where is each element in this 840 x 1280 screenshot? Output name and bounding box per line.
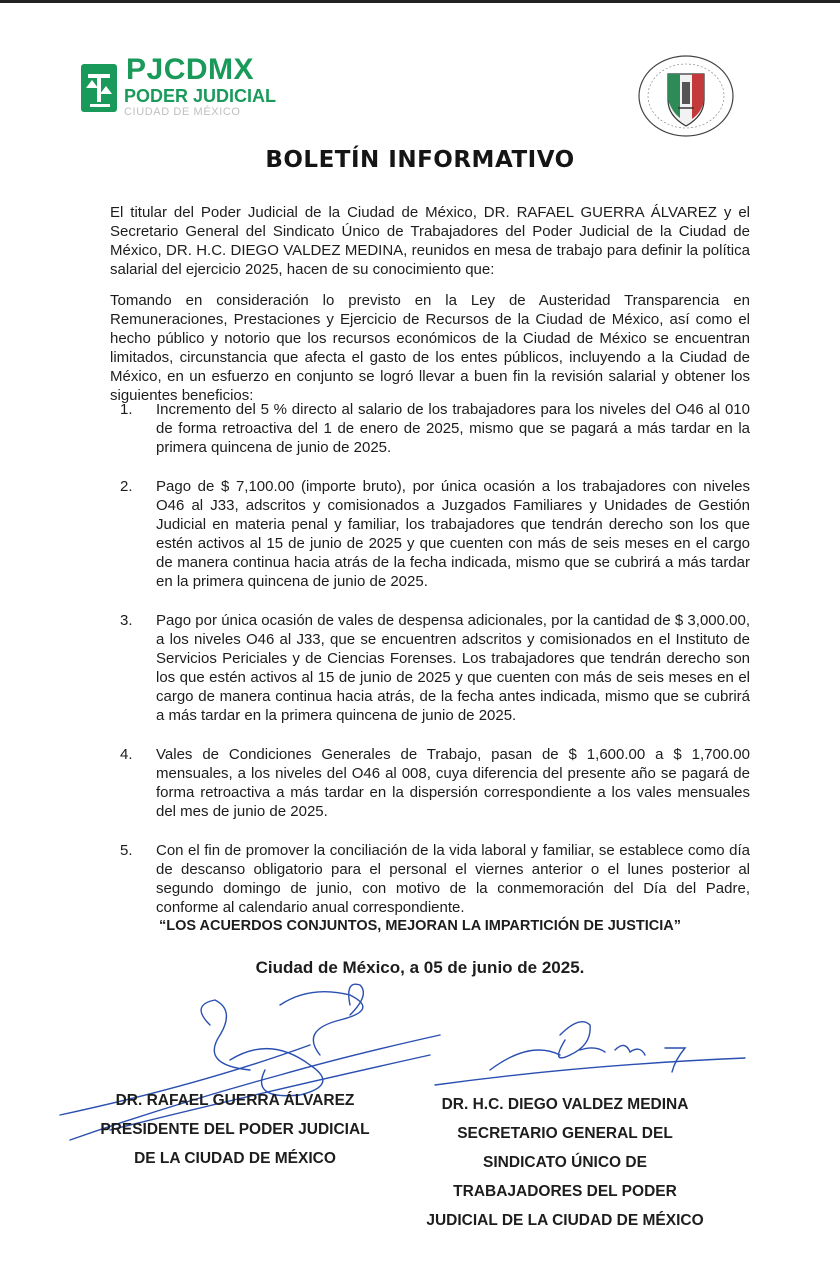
list-item-text: Con el fin de promover la conciliación de la vida laboral y familiar, se establece como día de descanso obligatorio para el personal el viernes anterior o el lunes posterior al segundo domingo de junio, con motivo de la conmemoración del Día del Padre, conforme al calendario anual correspondiente.: [156, 842, 750, 916]
list-item-number: 3.: [120, 612, 133, 629]
list-item: [120, 745, 750, 821]
list-item-text: Pago por única ocasión de vales de despensa adicionales, por la cantidad de $ 3,000.00, a los niveles O46 al J33, que se encuentren adscritos y comisionados en el Instituto de Servicios Periciales y de Ciencias Forenses. Los trabajadores que tendrán derecho son los que estén activos al 15 de junio de 2025 y que cuenten con más de seis meses en el cargo de manera continua hacia atrás, de la fecha antes indicada, mismo que se cubrirá a más tardar en la primera quincena de junio de 2025.: [156, 612, 750, 724]
motto: “LOS ACUERDOS CONJUNTOS, MEJORAN LA IMPARTICIÓN DE JUSTICIA”: [158, 918, 682, 934]
scales-icon: [80, 58, 122, 116]
body-paragraph: Tomando en consideración lo previsto en la Ley de Austeridad Transparencia en Remuneraciones, Prestaciones y Ejercicio de Recursos de la Ciudad de México, así como el hecho público y notorio que los recursos económicos de la Ciudad de México se encuentran limitados, circunstancia que afecta el gasto de los entes públicos, incluyendo a la Ciudad de México, en un esfuerzo en conjunto se logró llevar a buen fin la revisión salarial y obtener los siguientes beneficios:: [110, 292, 750, 404]
signatory-title: JUDICIAL DE LA CIUDAD DE MÉXICO: [426, 1212, 704, 1229]
list-item: [120, 841, 750, 917]
list-item-number: 2.: [120, 478, 133, 495]
logo-title: PJCDMX: [126, 53, 255, 86]
union-seal-icon: [636, 54, 736, 138]
signatory-title: TRABAJADORES DEL PODER: [453, 1183, 677, 1200]
signature-left: [70, 1086, 400, 1173]
signatory-name: DR. H.C. DIEGO VALDEZ MEDINA: [441, 1096, 689, 1113]
list-item-text: Vales de Condiciones Generales de Trabajo, pasan de $ 1,600.00 a $ 1,700.00 mensuales, a los niveles del O46 al 008, cuya diferencia del presente año se pagará de forma retroactiva a más tardar en la dispersión correspondiente a los vales mensuales del mes de junio de 2025.: [156, 746, 750, 820]
logo-subtitle-secondary: CIUDAD DE MÉXICO: [124, 106, 241, 118]
top-border: [0, 0, 840, 3]
signatory-name: DR. RAFAEL GUERRA ÁLVAREZ: [115, 1092, 355, 1109]
logo-subtitle: PODER JUDICIAL: [124, 86, 277, 106]
signatory-title: SINDICATO ÚNICO DE: [483, 1154, 647, 1171]
place-date: Ciudad de México, a 05 de junio de 2025.: [255, 958, 585, 977]
signatory-title: SECRETARIO GENERAL DEL: [457, 1125, 673, 1142]
signatory-title: PRESIDENTE DEL PODER JUDICIAL: [100, 1121, 370, 1138]
signature-right: [400, 1090, 730, 1235]
signatory-title: DE LA CIUDAD DE MÉXICO: [134, 1150, 336, 1167]
list-item: [120, 400, 750, 457]
list-item-text: Incremento del 5 % directo al salario de los trabajadores para los niveles del O46 al 010 de forma retroactiva del 1 de enero de 2025, mismo que se pagará a más tardar en la primera quincena de junio de 2025.: [156, 401, 750, 456]
list-item-number: 1.: [120, 401, 133, 418]
list-item: [120, 611, 750, 725]
list-item-text: Pago de $ 7,100.00 (importe bruto), por única ocasión a los trabajadores con niveles O46 al J33, adscritos y comisionados a Juzgados Familiares y Unidades de Gestión Judicial en materia penal y familiar, los trabajadores que tendrán derecho son los que estén activos al 15 de junio de 2025 y que cuenten con más de seis meses en el cargo de manera continua hacia atrás de la fecha indicada, mismo que se cubrirá a más tardar en la primera quincena de junio de 2025.: [156, 478, 750, 590]
page-title: BOLETÍN INFORMATIVO: [265, 147, 575, 173]
signature-right-scribble: [430, 1010, 750, 1090]
list-item-number: 5.: [120, 842, 133, 859]
list-item-number: 4.: [120, 746, 133, 763]
intro-paragraph: El titular del Poder Judicial de la Ciudad de México, DR. RAFAEL GUERRA ÁLVAREZ y el Secretario General del Sindicato Único de Trabajadores del Poder Judicial de la Ciudad de México, DR. H.C. DIEGO VALDEZ MEDINA, reunidos en mesa de trabajo para definir la política salarial del ejercicio 2025, hacen de su conocimiento que:: [110, 204, 750, 278]
pjcdmx-logo: [80, 53, 277, 122]
benefits-list: [120, 400, 750, 937]
list-item: [120, 477, 750, 591]
